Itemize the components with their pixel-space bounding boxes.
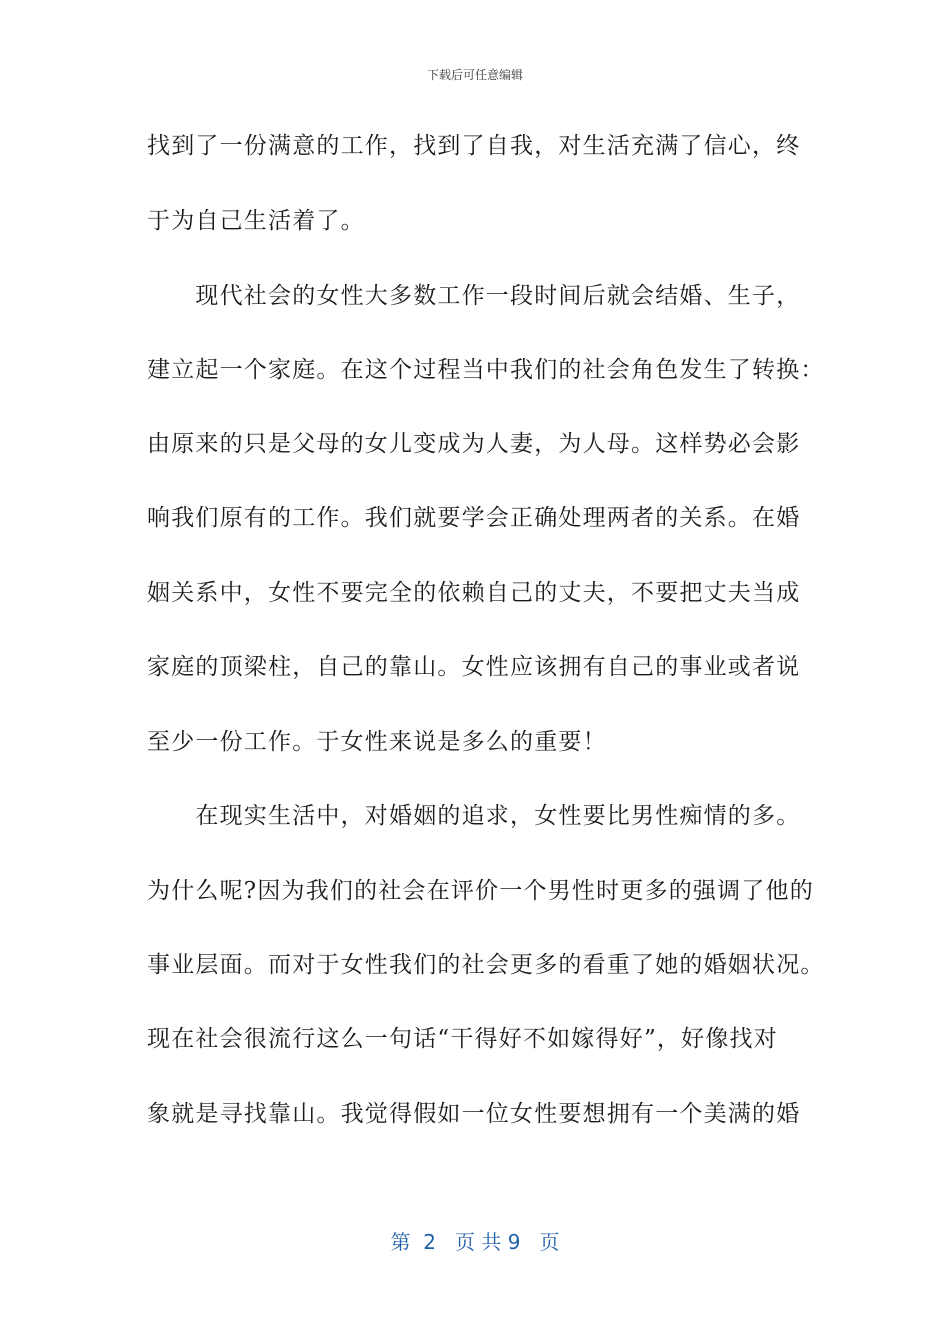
body-line-14: 象就是寻找靠山。我觉得假如一位女性要想拥有一个美满的婚: [147, 1101, 801, 1127]
body-line-3: 现代社会的女性大多数工作一段时间后就会结婚、生子，: [147, 283, 801, 309]
body-line-2: 于为自己生活着了。: [147, 208, 365, 234]
page-number-footer: 第 2 页 共 9 页: [390, 1230, 560, 1254]
body-line-6: 响我们原有的工作。我们就要学会正确处理两者的关系。在婚: [147, 505, 801, 531]
body-line-5: 由原来的只是父母的女儿变成为人妻，为人母。这样势必会影: [147, 431, 801, 457]
body-line-7: 姻关系中，女性不要完全的依赖自己的丈夫，不要把丈夫当成: [147, 580, 801, 606]
body-line-1: 找到了一份满意的工作，找到了自我，对生活充满了信心，终: [147, 133, 801, 159]
body-line-11: 为什么呢?因为我们的社会在评价一个男性时更多的强调了他的: [147, 878, 814, 904]
body-line-8: 家庭的顶梁柱，自己的靠山。女性应该拥有自己的事业或者说: [147, 654, 801, 680]
body-line-13: 现在社会很流行这么一句话“干得好不如嫁得好”，好像找对: [147, 1026, 778, 1052]
page-header: 下载后可任意编辑: [426, 68, 523, 82]
body-line-9: 至少一份工作。于女性来说是多么的重要！: [147, 729, 607, 755]
body-line-12: 事业层面。而对于女性我们的社会更多的看重了她的婚姻状况。: [147, 952, 825, 978]
body-line-10: 在现实生活中，对婚姻的追求，女性要比男性痴情的多。: [147, 803, 801, 829]
body-line-4: 建立起一个家庭。在这个过程当中我们的社会角色发生了转换：: [147, 357, 825, 383]
